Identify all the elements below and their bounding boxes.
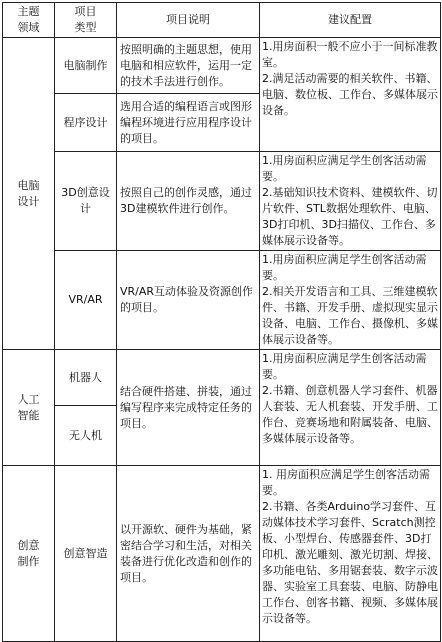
configuration-table	[2, 2, 441, 642]
description-cell: 按照自己的创作灵感，通过3D建模软件进行创作。	[117, 152, 260, 251]
type-cell: 电脑制作	[55, 38, 117, 94]
header-domain	[3, 3, 55, 38]
type-cell: 3D创意设计	[55, 152, 117, 251]
header-row	[3, 3, 441, 38]
suggestion-line: 2.书籍、各类Arduino学习套件、互动媒体技术学习套件、Scratch测控板、小型焊台、传感器套件、3D打印机、激光雕刻、激光切割、焊接、多功能电钻、多用锯套装、数字示波器、实验室工具套装、电脑、防静电工作台、创客书籍、视频、多媒体展示设备等。	[262, 500, 438, 625]
domain-text: 创意 制作	[17, 538, 40, 568]
suggestion-cell	[260, 350, 441, 466]
table-row	[3, 152, 441, 251]
domain-text: 电脑 设计	[17, 178, 40, 208]
header-domain-text: 主题 领域	[17, 5, 40, 34]
table-row	[3, 38, 441, 94]
header-suggestion: 建议配置	[260, 3, 441, 38]
domain-text: 人工 智能	[17, 392, 40, 422]
domain-cell	[3, 466, 55, 642]
type-cell: 机器人	[55, 350, 117, 406]
suggestion-line: 1.用房面积应满足学生创客活动需要。	[262, 253, 427, 282]
suggestion-line: 2.相关开发语言和工具、三维建模软件、书籍、开发手册、虚拟现实显示设备、电脑、工作台、摄像机、多媒体展示设备等。	[262, 285, 438, 346]
domain-cell	[3, 38, 55, 350]
description-cell: 按照明确的主题思想，使用电脑和相应软件，运用一定的技术手法进行创作。	[117, 38, 260, 94]
suggestion-line: 1. 用房面积应满足学生创客活动需要。	[262, 468, 430, 497]
type-cell: VR/AR	[55, 251, 117, 350]
suggestion-cell	[260, 466, 441, 642]
suggestion-line: 2.满足活动需要的相关软件、书籍、电脑、数位板、工作台、多媒体展示设备。	[262, 72, 438, 117]
description-cell: 选用合适的编程语言或图形编程环境进行应用程序设计的项目。	[117, 94, 260, 152]
suggestion-cell	[260, 38, 441, 152]
suggestion-line: 1.用房面积应满足学生创客活动需要。	[262, 352, 427, 381]
header-type-text: 项目 类型	[74, 5, 97, 34]
suggestion-line: 1.用房面积应满足学生创客活动需要。	[262, 154, 427, 183]
header-type	[55, 3, 117, 38]
suggestion-line: 2.基础知识技术资料、建模软件、切片软件、STL数据处理软件、电脑、3D打印机、3D扫描仪、工作台、多媒体展示设备等。	[262, 186, 438, 247]
type-cell: 创意智造	[55, 466, 117, 642]
suggestion-cell	[260, 251, 441, 350]
description-cell: VR/AR互动体验及资源创作的项目。	[117, 251, 260, 350]
table-row	[3, 251, 441, 350]
type-cell: 无人机	[55, 406, 117, 466]
suggestion-line: 1.用房面积一般不应小于一间标准教室。	[262, 40, 438, 69]
table-row	[3, 466, 441, 642]
description-cell: 结合硬件搭建、拼装，通过编写程序来完成特定任务的项目。	[117, 350, 260, 466]
suggestion-line: 2.书籍、创意机器人学习套件、机器人套装、无人机套装、开发手册、工作台、竞赛场地和附属装备、电脑、多媒体展示设备等。	[262, 384, 438, 445]
table-row	[3, 350, 441, 406]
suggestion-cell	[260, 152, 441, 251]
header-description: 项目说明	[117, 3, 260, 38]
description-cell: 以开源软、硬件为基础，紧密结合学习和生活，对相关装备进行优化改造和创作的项目。	[117, 466, 260, 642]
domain-cell	[3, 350, 55, 466]
type-cell: 程序设计	[55, 94, 117, 152]
